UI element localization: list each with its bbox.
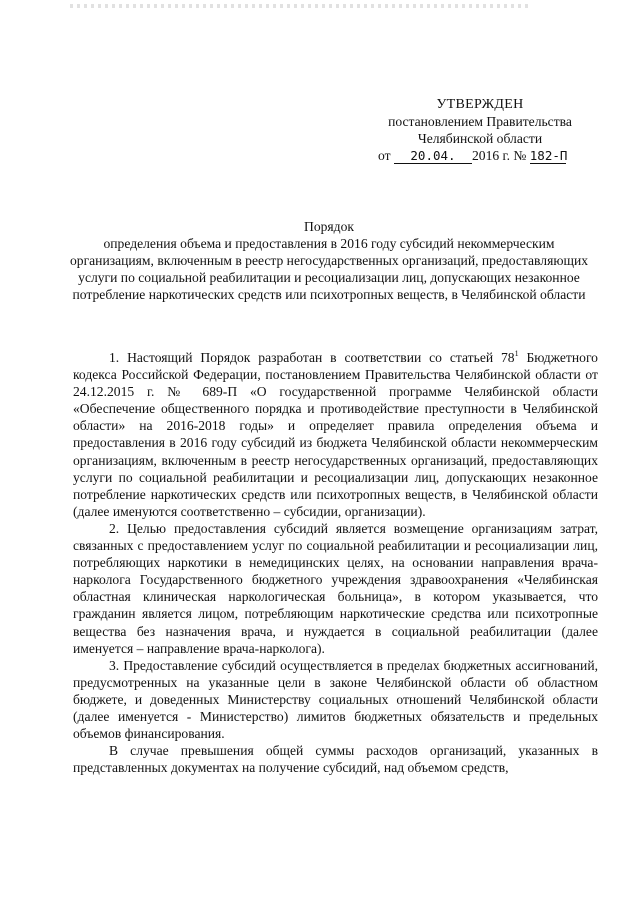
approval-date-line bbox=[360, 147, 600, 164]
scan-artifact bbox=[70, 4, 530, 8]
approval-heading: УТВЕРЖДЕН bbox=[436, 97, 524, 112]
document-body bbox=[73, 349, 598, 776]
title-heading: Порядок bbox=[304, 219, 354, 234]
approval-line-2: Челябинской области bbox=[417, 131, 543, 146]
title-subject: определения объема и предоставления в 2016 году субсидий некоммерческим организациям, включенным в реестр негосударственных организаций, предоставляющих услуги по социальной реабилитации и ресоциализации лиц, допускающих незаконное потребление наркотических средств или психотропных веществ, в Челябинской области bbox=[69, 236, 589, 302]
handwritten-date: 20.04. bbox=[394, 149, 472, 164]
handwritten-number: 182-П bbox=[529, 148, 568, 163]
paragraph-1 bbox=[73, 349, 598, 520]
year-number-label: 2016 г. № bbox=[471, 148, 527, 163]
paragraph-1-rest: Бюджетного кодекса Российской Федерации, постановлением Правительства Челябинской области от 24.12.2015 г. № 689-П «О государственной программе Челябинской области «Обеспечение общественного порядка и противодействие преступности в Челябинской области» на 2016-2018 годы» и определяет правила определения объема и предоставления в 2016 году субсидий из бюджета Челябинской области некоммерческим организациям, включенным в реестр негосударственных организаций, предоставляющих услуги по социальной реабилитации и ресоциализации лиц, допускающих незаконное потребление наркотических средств или психотропных веществ, в Челябинской области (далее именуются соответственно – субсидии, организации). bbox=[73, 350, 598, 519]
approval-stamp bbox=[360, 96, 600, 164]
from-label: от bbox=[378, 148, 391, 163]
document-title bbox=[60, 218, 598, 303]
paragraph-1-start: 1. Настоящий Порядок разработан в соответствии со статьей 78 bbox=[109, 350, 515, 365]
paragraph-4: В случае превышения общей суммы расходов организаций, указанных в представленных документах на получение субсидий, над объемом средств, bbox=[73, 743, 598, 776]
approval-line-1: постановлением Правительства bbox=[388, 114, 572, 129]
paragraph-2: 2. Целью предоставления субсидий является возмещение организациям затрат, связанных с предоставлением услуг по социальной реабилитации и ресоциализации лиц, потребляющих наркотики в немедицинских целях, на основании направления врача-нарколога Государственного бюджетного учреждения здравоохранения «Челябинская областная клиническая наркологическая больница», в котором указывается, что гражданин является лицом, потребляющим наркотические средства или психотропные вещества без назначения врача, и нуждается в социальной реабилитации (далее именуется – направление врача-нарколога). bbox=[73, 520, 598, 656]
paragraph-3: 3. Предоставление субсидий осуществляется в пределах бюджетных ассигнований, предусмотренных на указанные цели в законе Челябинской области об областном бюджете, и доведенных Министерству социальных отношений Челябинской области (далее именуется - Министерство) лимитов бюджетных обязательств и предельных объемов финансирования. bbox=[73, 657, 598, 742]
article-superscript: 1 bbox=[514, 349, 519, 358]
